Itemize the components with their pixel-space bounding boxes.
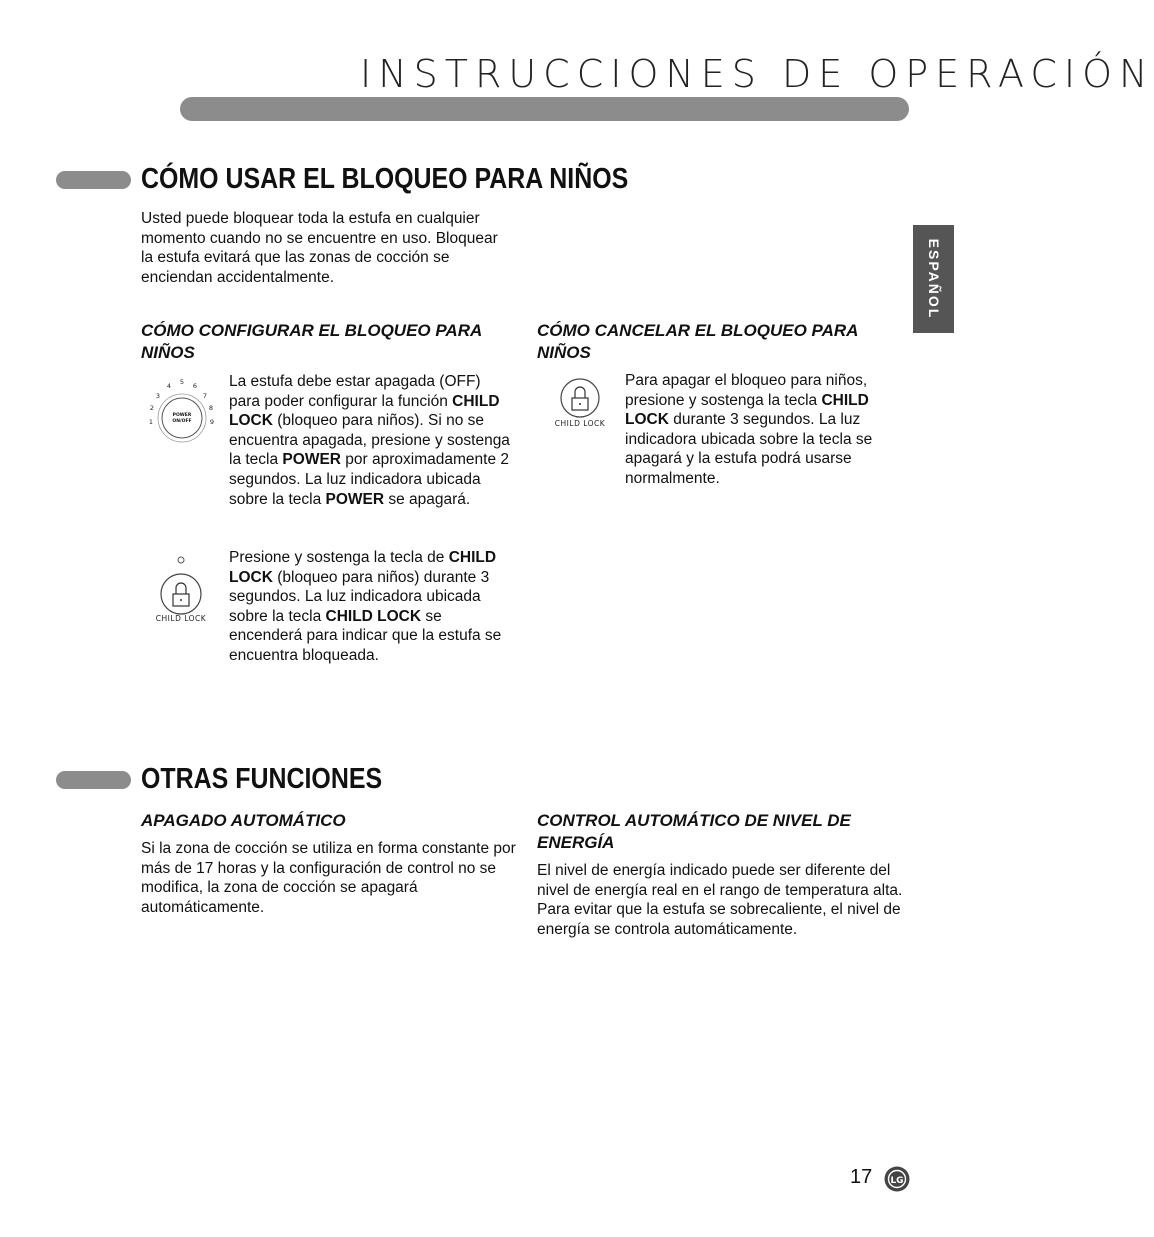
section-marker	[56, 171, 131, 189]
power-control-heading: CONTROL AUTOMÁTICO DE NIVEL DE ENERGÍA	[537, 811, 851, 852]
dial-number: 1	[148, 418, 154, 426]
child-lock-key-label: CHILD LOCK	[554, 419, 606, 428]
section-title-other-functions: OTRAS FUNCIONES	[141, 763, 383, 795]
header-bar	[180, 97, 909, 121]
page-header-title: INSTRUCCIONES DE OPERACIÓN	[360, 52, 1154, 96]
dial-power-label: POWER	[172, 413, 192, 418]
configure-heading: CÓMO CONFIGURAR EL BLOQUEO PARA NIÑOS	[141, 321, 482, 362]
child-lock-key-icon	[154, 552, 210, 626]
section-marker	[56, 771, 131, 789]
child-lock-key-label: CHILD LOCK	[155, 614, 207, 623]
configure-step-1: La estufa debe estar apagada (OFF) para poder configurar la función CHILD LOCK (bloqueo para niños). Si no se encuentra apagada, presione y sostenga la tecla POWER por aproximadamente 2 segundos. La luz indicadora ubicada sobre la tecla POWER se apagará.	[229, 373, 510, 508]
dial-number: 5	[179, 378, 185, 386]
power-dial-icon	[142, 374, 220, 430]
dial-number: 4	[166, 382, 172, 390]
child-lock-intro: Usted puede bloquear toda la estufa en cualquier momento cuando no se encuentre en uso. Bloquear la estufa evitará que las zonas de cocción se enciendan accidentalmente.	[141, 210, 498, 286]
lg-logo-text: LG	[890, 1176, 904, 1186]
dial-number: 2	[149, 404, 155, 412]
dial-number: 9	[209, 418, 215, 426]
dial-number: 8	[208, 404, 214, 412]
dial-onoff-label: ON/OFF	[172, 419, 192, 424]
language-side-tab	[913, 225, 954, 333]
auto-off-text: Si la zona de cocción se utiliza en forma constante por más de 17 horas y la configuración de control no se modifica, la zona de cocción se apagará automáticamente.	[141, 840, 516, 916]
lg-logo-icon	[884, 1166, 910, 1192]
language-label: ESPAÑOL	[925, 238, 942, 320]
child-lock-key-icon	[552, 378, 608, 430]
page-number: 17	[850, 1166, 873, 1188]
cancel-step: Para apagar el bloqueo para niños, presione y sostenga la tecla CHILD LOCK durante 3 segundos. La luz indicadora ubicada sobre la tecla se apagará y la estufa podrá usarse normalmente.	[625, 372, 873, 487]
power-control-text: El nivel de energía indicado puede ser diferente del nivel de energía real en el rango de temperatura alta. Para evitar que la estufa se sobrecaliente, el nivel de energía se controla automáticamente.	[537, 862, 903, 938]
cancel-heading: CÓMO CANCELAR EL BLOQUEO PARA NIÑOS	[537, 321, 858, 362]
dial-number: 7	[202, 392, 208, 400]
dial-number: 6	[192, 382, 198, 390]
auto-off-heading: APAGADO AUTOMÁTICO	[141, 811, 346, 830]
dial-number: 3	[155, 392, 161, 400]
section-title-child-lock: CÓMO USAR EL BLOQUEO PARA NIÑOS	[141, 163, 629, 195]
configure-step-2: Presione y sostenga la tecla de CHILD LOCK (bloqueo para niños) durante 3 segundos. La luz indicadora ubicada sobre la tecla CHILD LOCK se encenderá para indicar que la estufa se encuentra bloqueada.	[229, 549, 502, 664]
